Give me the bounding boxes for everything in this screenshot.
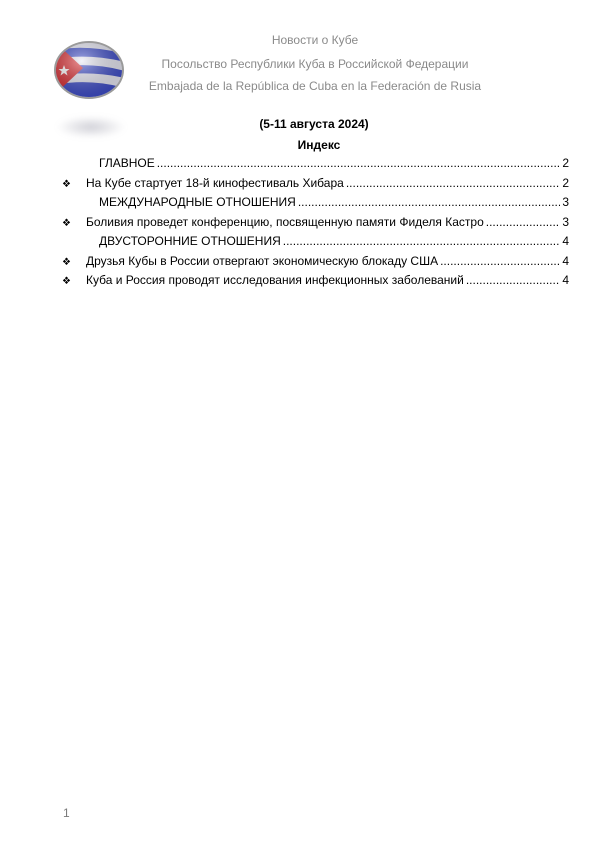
toc-section[interactable] <box>62 195 569 215</box>
header-title: Новости о Кубе <box>271 33 359 47</box>
toc-leader-dots <box>283 234 561 248</box>
toc-leader-dots <box>298 195 560 209</box>
toc-entry-text: Боливия проведет конференцию, посвященную памяти Фиделя Кастро <box>86 214 484 229</box>
footer-page-number: 1 <box>63 806 70 820</box>
toc-entry-text: ДВУСТОРОННИЕ ОТНОШЕНИЯ <box>99 234 281 248</box>
toc-leader-dots <box>466 273 560 287</box>
index-title: Индекс <box>297 138 341 152</box>
toc-item[interactable] <box>62 254 569 274</box>
toc-entry-text: МЕЖДУНАРОДНЫЕ ОТНОШЕНИЯ <box>99 195 296 209</box>
toc-page-number: 4 <box>562 273 569 287</box>
toc-section[interactable] <box>62 234 569 254</box>
diamond-bullet-icon: ❖ <box>62 256 71 268</box>
cuba-flag-logo <box>53 40 125 100</box>
toc-leader-dots <box>157 156 561 170</box>
date-range: (5-11 августа 2024) <box>259 117 369 131</box>
toc-item[interactable] <box>62 215 569 235</box>
toc-leader-dots <box>486 215 561 229</box>
toc-entry-text: ГЛАВНОЕ <box>99 156 155 170</box>
diamond-bullet-icon: ❖ <box>62 178 71 190</box>
toc-page-number: 2 <box>562 156 569 170</box>
toc-leader-dots <box>440 254 560 268</box>
toc-entry-text: На Кубе стартует 18-й кинофестиваль Хибара <box>86 175 344 190</box>
toc-page-number: 4 <box>562 253 569 268</box>
toc-item[interactable] <box>62 176 569 196</box>
toc-entry-text: Куба и Россия проводят исследования инфекционных заболеваний <box>86 273 464 287</box>
toc-page-number: 2 <box>562 175 569 190</box>
toc-page-number: 3 <box>562 195 569 209</box>
header-embassy-ru: Посольство Республики Куба в Российской Федерации <box>161 57 469 71</box>
toc-page-number: 4 <box>562 234 569 248</box>
toc-item[interactable] <box>62 273 569 293</box>
toc-page-number: 3 <box>562 214 569 229</box>
diamond-bullet-icon: ❖ <box>62 276 71 287</box>
table-of-contents <box>62 156 569 293</box>
toc-section[interactable] <box>62 156 569 176</box>
diamond-bullet-icon: ❖ <box>62 217 71 229</box>
toc-leader-dots <box>346 176 561 190</box>
header-embassy-es: Embajada de la República de Cuba en la Federación de Rusia <box>148 79 482 93</box>
toc-entry-text: Друзья Кубы в России отвергают экономическую блокаду США <box>86 253 439 268</box>
